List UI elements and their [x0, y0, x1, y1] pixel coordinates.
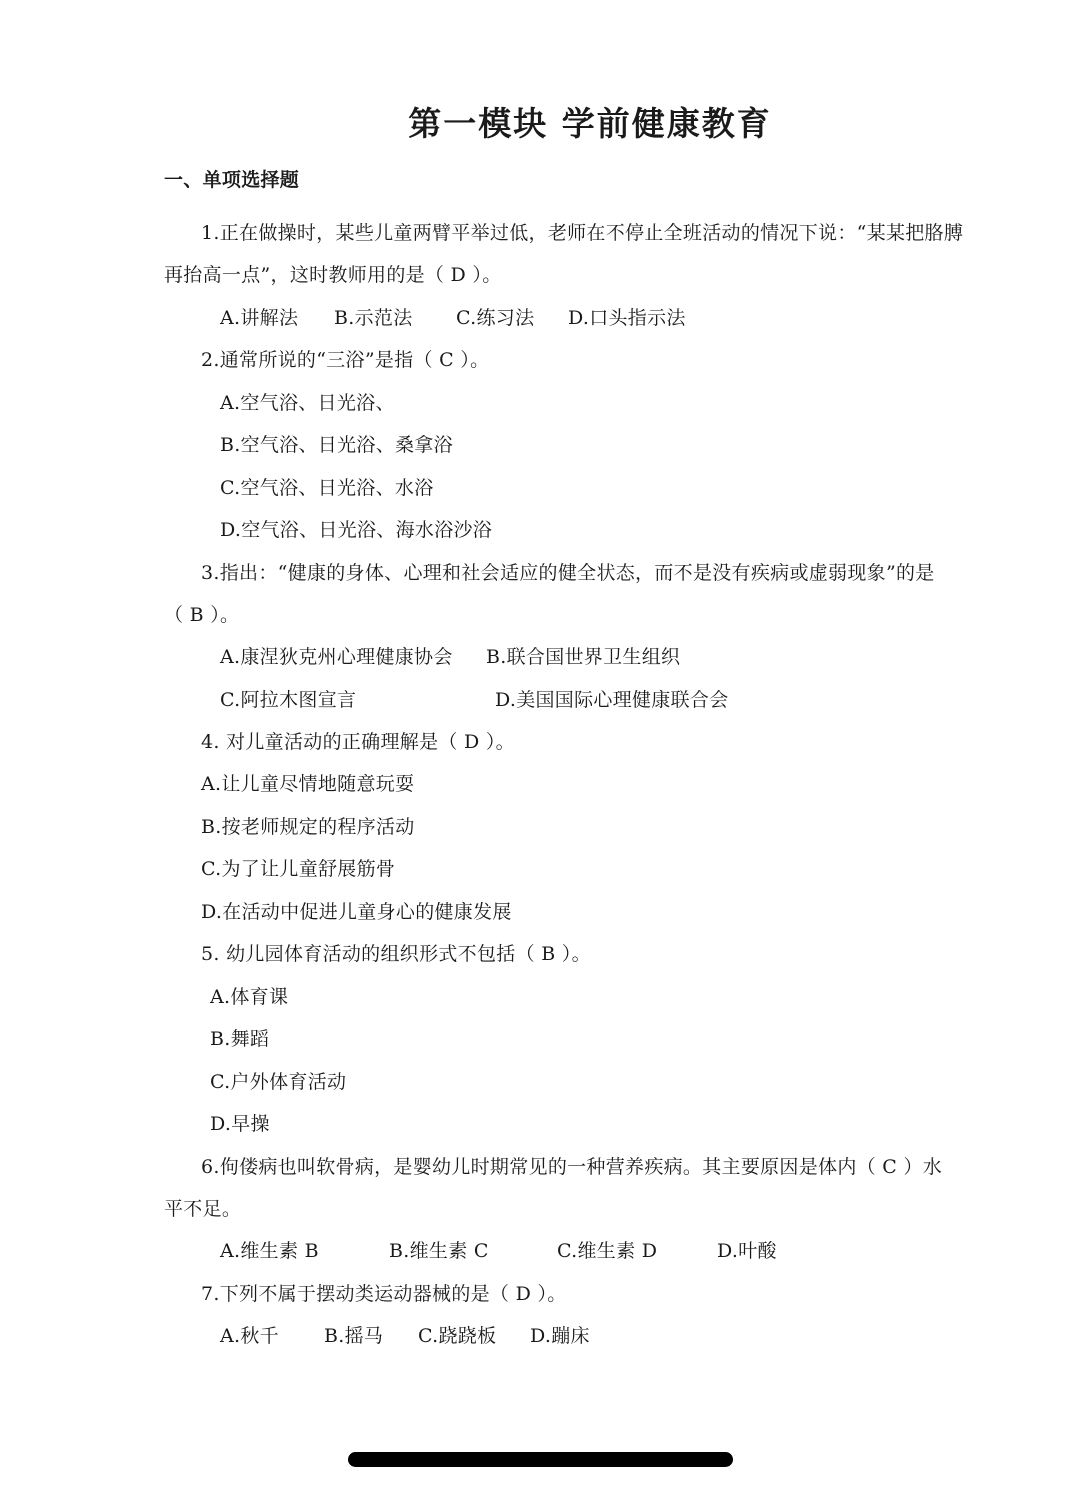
question-6-stem-line-2: 平不足。	[164, 1198, 242, 1220]
question-1-option-a: A.讲解法	[220, 307, 299, 329]
question-4-option-d: D.在活动中促进儿童身心的健康发展	[201, 901, 512, 923]
question-5-option-a: A.体育课	[210, 986, 289, 1008]
question-1-option-d: D.口头指示法	[568, 307, 686, 329]
question-1-stem-line-2: 再抬高一点”，这时教师用的是（ D ）。	[164, 264, 502, 286]
question-3-option-b: B.联合国世界卫生组织	[486, 646, 681, 668]
page-title: 第一模块 学前健康教育	[408, 104, 772, 143]
question-5-option-b: B.舞蹈	[210, 1028, 270, 1050]
question-3-option-a: A.康涅狄克州心理健康协会	[220, 646, 453, 668]
question-6-option-c: C.维生素 D	[557, 1240, 658, 1262]
question-4-option-c: C.为了让儿童舒展筋骨	[201, 858, 396, 880]
question-3-stem-line-2: （ B ）。	[164, 604, 240, 626]
question-6-option-a: A.维生素 B	[220, 1240, 319, 1262]
question-5-stem-line-1: 5. 幼儿园体育活动的组织形式不包括（ B ）。	[201, 943, 591, 965]
question-3-option-d: D.美国国际心理健康联合会	[495, 689, 729, 711]
question-4-option-a: A.让儿童尽情地随意玩耍	[201, 773, 415, 795]
question-1-option-c: C.练习法	[456, 307, 535, 329]
question-7-option-d: D.蹦床	[530, 1325, 590, 1347]
question-7-stem-line-1: 7.下列不属于摆动类运动器械的是（ D ）。	[201, 1283, 567, 1305]
home-indicator[interactable]	[348, 1452, 733, 1467]
question-1-stem-line-1: 1.正在做操时，某些儿童两臂平举过低，老师在不停止全班活动的情况下说：“某某把胳膊	[201, 222, 964, 244]
question-2-option-a: A.空气浴、日光浴、	[220, 392, 395, 414]
question-6-option-d: D.叶酸	[717, 1240, 777, 1262]
question-2-stem-line-1: 2.通常所说的“三浴”是指（ C ）。	[201, 349, 490, 371]
question-2-option-c: C.空气浴、日光浴、水浴	[220, 477, 434, 499]
question-7-option-a: A.秋千	[220, 1325, 279, 1347]
question-1-option-b: B.示范法	[334, 307, 413, 329]
question-2-option-d: D.空气浴、日光浴、海水浴沙浴	[220, 519, 493, 541]
question-2-option-b: B.空气浴、日光浴、桑拿浴	[220, 434, 453, 456]
question-5-option-c: C.户外体育活动	[210, 1071, 347, 1093]
question-4-option-b: B.按老师规定的程序活动	[201, 816, 415, 838]
question-3-option-c: C.阿拉木图宣言	[220, 689, 357, 711]
question-4-stem-line-1: 4. 对儿童活动的正确理解是（ D ）。	[201, 731, 515, 753]
question-7-option-b: B.摇马	[324, 1325, 384, 1347]
question-3-stem-line-1: 3.指出：“健康的身体、心理和社会适应的健全状态，而不是没有疾病或虚弱现象”的是	[201, 562, 935, 584]
question-6-stem-line-1: 6.佝偻病也叫软骨病，是婴幼儿时期常见的一种营养疾病。其主要原因是体内（ C ）水	[201, 1156, 943, 1178]
question-5-option-d: D.早操	[210, 1113, 270, 1135]
question-6-option-b: B.维生素 C	[389, 1240, 489, 1262]
section-heading: 一、单项选择题	[164, 169, 300, 191]
question-7-option-c: C.跷跷板	[418, 1325, 497, 1347]
